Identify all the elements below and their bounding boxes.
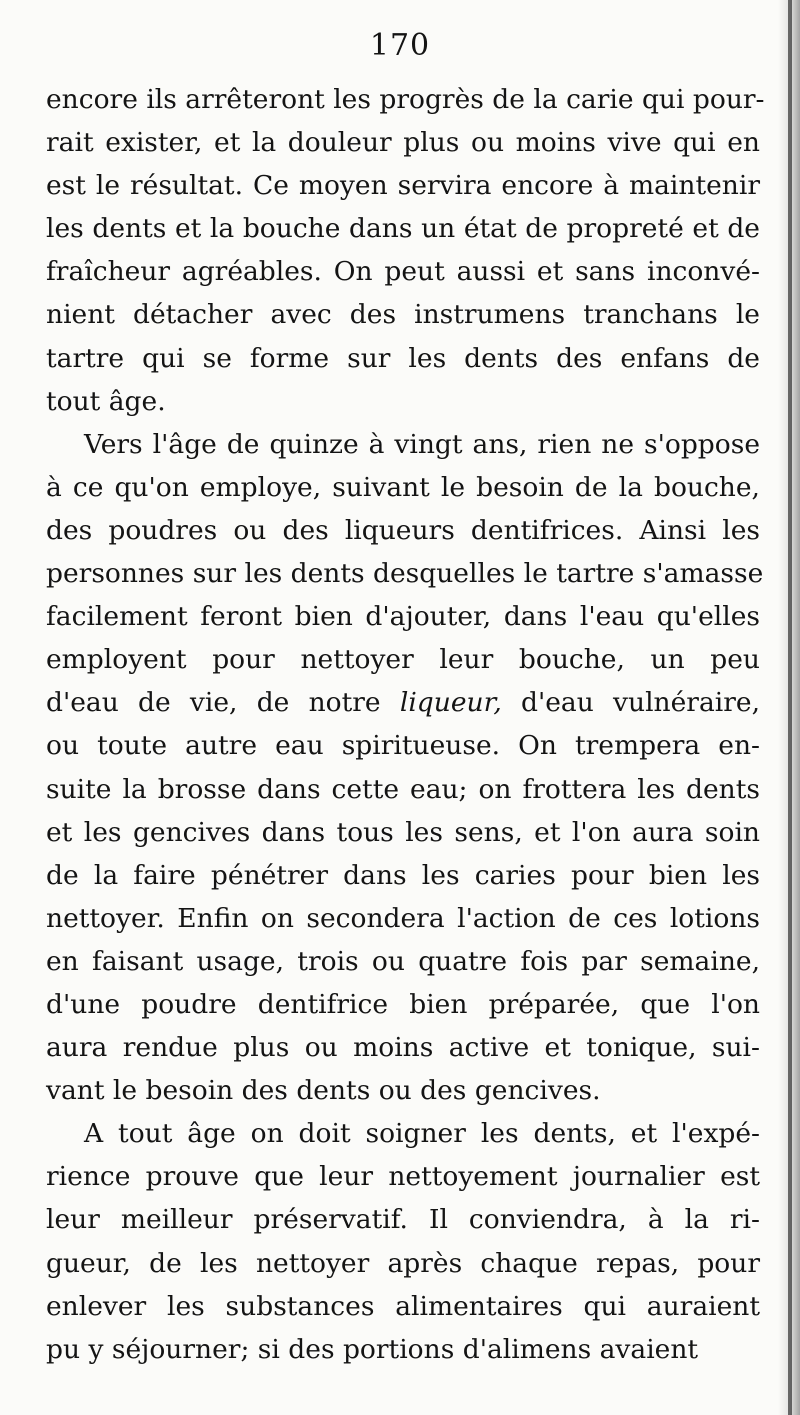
text-line — [46, 681, 760, 724]
text-segment: leur meilleur préservatif. Il conviendra, à la ri- — [46, 1204, 760, 1236]
text-line — [46, 724, 760, 767]
text-segment: Vers l'âge de quinze à vingt ans, rien ne s'oppose — [84, 428, 760, 460]
text-line — [46, 595, 760, 638]
text-line — [46, 509, 760, 552]
text-line — [46, 423, 760, 466]
text-line — [46, 638, 760, 681]
text-segment: gueur, de les nettoyer après chaque repas, pour — [46, 1247, 760, 1279]
paragraph-3 — [46, 1112, 760, 1371]
text-segment: des poudres ou des liqueurs dentifrices. Ainsi les — [46, 514, 760, 546]
text-segment: employent pour nettoyer leur bouche, un peu — [46, 644, 760, 676]
adjacent-page-edge — [788, 0, 792, 1415]
text-segment: rait exister, et la douleur plus ou moins vive qui en — [46, 127, 760, 159]
text-segment: fraîcheur agréables. On peut aussi et sans inconvé- — [46, 256, 760, 288]
text-line — [46, 380, 760, 423]
text-segment: les dents et la bouche dans un état de propreté et de — [46, 213, 760, 245]
text-line — [46, 207, 760, 250]
page-edge-shadow — [778, 0, 800, 1415]
text-segment: tartre qui se forme sur les dents des enfans de — [46, 342, 760, 374]
text-segment: en faisant usage, trois ou quatre fois par semaine, — [46, 945, 760, 977]
text-line — [46, 293, 760, 336]
text-segment: A tout âge on doit soigner les dents, et l'expé- — [84, 1118, 760, 1150]
text-segment: à ce qu'on employe, suivant le besoin de la bouche, — [46, 471, 760, 503]
text-line — [46, 466, 760, 509]
text-segment: et les gencives dans tous les sens, et l'on aura soin — [46, 816, 760, 848]
text-line — [46, 250, 760, 293]
text-segment: rience prouve que leur nettoyement journalier est — [46, 1161, 760, 1193]
text-line — [46, 1242, 760, 1285]
text-line — [46, 552, 764, 595]
text-line — [46, 1069, 760, 1112]
text-line — [46, 1026, 760, 1069]
text-line — [46, 78, 765, 121]
text-line — [46, 811, 760, 854]
text-segment: d'eau de vie, de notre — [46, 687, 400, 719]
text-line — [46, 1285, 760, 1328]
text-segment: tout âge. — [46, 385, 166, 417]
text-line — [46, 854, 760, 897]
text-segment: d'eau vulnéraire, — [501, 687, 761, 719]
paragraph-2 — [46, 423, 764, 1113]
text-segment: de la faire pénétrer dans les caries pour bien les — [46, 859, 760, 891]
text-segment: aura rendue plus ou moins active et tonique, sui- — [46, 1032, 760, 1064]
text-segment: ou toute autre eau spiritueuse. On trempera en- — [46, 730, 760, 762]
text-segment: enlever les substances alimentaires qui auraient — [46, 1290, 760, 1322]
text-line — [46, 1328, 760, 1371]
text-segment: facilement feront bien d'ajouter, dans l'eau qu'elles — [46, 601, 760, 633]
text-line — [46, 940, 760, 983]
italic-word: liqueur, — [399, 687, 502, 719]
page-number: 170 — [369, 28, 431, 63]
text-segment: personnes sur les dents desquelles le tartre s'amasse — [46, 558, 764, 590]
text-line — [46, 1112, 760, 1155]
paragraph-1 — [46, 78, 765, 423]
text-segment: vant le besoin des dents ou des gencives. — [46, 1075, 601, 1107]
text-segment: suite la brosse dans cette eau; on frottera les dents — [46, 773, 760, 805]
text-line — [46, 164, 760, 207]
text-segment: d'une poudre dentifrice bien préparée, que l'on — [46, 988, 760, 1020]
text-line — [46, 1155, 760, 1198]
text-segment: est le résultat. Ce moyen servira encore à maintenir — [46, 170, 760, 202]
text-segment: nient détacher avec des instrumens tranchans le — [46, 299, 760, 331]
text-line — [46, 768, 760, 811]
text-line — [46, 983, 760, 1026]
body-text — [46, 78, 765, 1371]
text-line — [46, 897, 760, 940]
text-line — [46, 337, 760, 380]
text-segment: pu y séjourner; si des portions d'alimens avaient — [46, 1333, 699, 1365]
text-line — [46, 1198, 760, 1241]
text-line — [46, 121, 760, 164]
text-segment: encore ils arrêteront les progrès de la carie qui pour- — [46, 84, 765, 115]
text-segment: nettoyer. Enfin on secondera l'action de ces lotions — [46, 902, 760, 934]
